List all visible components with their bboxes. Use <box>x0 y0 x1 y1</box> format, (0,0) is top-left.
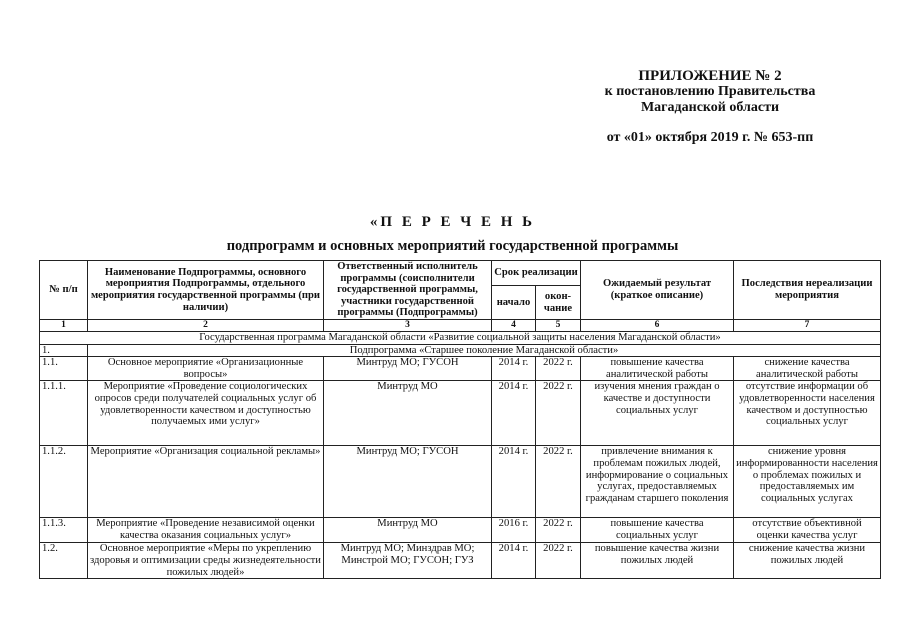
table-row <box>40 518 881 543</box>
row-start: 2014 г. <box>492 543 536 579</box>
header-consequences: Последствия нереализации мероприятия <box>734 261 881 320</box>
row-start: 2016 г. <box>492 518 536 543</box>
appendix-header <box>560 68 860 146</box>
header-name: Наименование Подпрограммы, основного мероприятия Подпрограммы, отдельного мероприятия государственной программы (при наличии) <box>88 261 324 320</box>
program-row <box>40 331 881 344</box>
row-result: повышение качества аналитической работы <box>581 357 734 381</box>
row-num: 1.1. <box>40 357 88 381</box>
row-end: 2022 г. <box>536 518 581 543</box>
table-row <box>40 381 881 446</box>
header-end: окон-чание <box>536 286 581 320</box>
row-num: 1.2. <box>40 543 88 579</box>
column-number: 4 <box>492 319 536 331</box>
row-consequences: снижение уровня информированности населения о проблемах пожилых и предоставляемых им социальных услугах <box>734 446 881 518</box>
header-start: начало <box>492 286 536 320</box>
subprogram-row <box>40 344 881 357</box>
header-term: Срок реализации <box>492 261 581 286</box>
column-number: 7 <box>734 319 881 331</box>
subprogram-num: 1. <box>40 344 88 357</box>
row-num: 1.1.2. <box>40 446 88 518</box>
row-result: повышение качества жизни пожилых людей <box>581 543 734 579</box>
column-number: 3 <box>324 319 492 331</box>
subprogram-title: Подпрограмма «Старшее поколение Магаданской области» <box>88 344 881 357</box>
program-title: Государственная программа Магаданской области «Развитие социальной защиты населения Магаданской области» <box>40 331 881 344</box>
appendix-date: от «01» октября 2019 г. № 653-пп <box>606 130 814 145</box>
header-row <box>40 261 881 286</box>
table-row <box>40 357 881 381</box>
row-name: Мероприятие «Проведение социологических опросов среди получателей социальных услуг об удовлетворенности качеством и доступностью получаемых ими услуг» <box>88 381 324 446</box>
row-num: 1.1.3. <box>40 518 88 543</box>
header-num: № п/п <box>40 261 88 320</box>
document-subtitle: подпрограмм и основных мероприятий государственной программы <box>226 238 679 254</box>
column-number-row <box>40 319 881 331</box>
table-row <box>40 543 881 579</box>
column-number: 2 <box>88 319 324 331</box>
row-end: 2022 г. <box>536 381 581 446</box>
row-consequences: отсутствие объективной оценки качества услуг <box>734 518 881 543</box>
column-number: 6 <box>581 319 734 331</box>
appendix-number: ПРИЛОЖЕНИЕ № 2 <box>638 68 782 84</box>
row-result: привлечение внимания к проблемам пожилых людей, информирование о социальных услугах, предоставляемых гражданам старшего поколения <box>581 446 734 518</box>
row-consequences: снижение качества жизни пожилых людей <box>734 543 881 579</box>
row-executor: Минтруд МО; Минздрав МО; Минстрой МО; ГУСОН; ГУЗ <box>324 543 492 579</box>
row-consequences: отсутствие информации об удовлетворенности населения качеством и доступностью социальных услуг <box>734 381 881 446</box>
row-name: Основное мероприятие «Организационные вопросы» <box>88 357 324 381</box>
row-name: Мероприятие «Организация социальной рекламы» <box>88 446 324 518</box>
row-start: 2014 г. <box>492 381 536 446</box>
row-end: 2022 г. <box>536 357 581 381</box>
row-end: 2022 г. <box>536 446 581 518</box>
header-result: Ожидаемый результат (краткое описание) <box>581 261 734 320</box>
row-executor: Минтруд МО; ГУСОН <box>324 357 492 381</box>
table-row <box>40 446 881 518</box>
row-result: изучения мнения граждан о качестве и доступности социальных услуг <box>581 381 734 446</box>
header-executor: Ответственный исполнитель программы (соисполнители государственной программы, участники государственной программы (Подпрограммы) <box>324 261 492 320</box>
row-name: Основное мероприятие «Меры по укреплению здоровья и оптимизации среды жизнедеятельности пожилых людей» <box>88 543 324 579</box>
row-end: 2022 г. <box>536 543 581 579</box>
row-num: 1.1.1. <box>40 381 88 446</box>
row-start: 2014 г. <box>492 357 536 381</box>
row-executor: Минтруд МО <box>324 381 492 446</box>
column-number: 1 <box>40 319 88 331</box>
row-result: повышение качества социальных услуг <box>581 518 734 543</box>
document-title: «П Е Р Е Ч Е Н Ь <box>369 214 536 230</box>
appendix-resolution: к постановлению Правительства <box>604 84 816 99</box>
row-executor: Минтруд МО; ГУСОН <box>324 446 492 518</box>
row-start: 2014 г. <box>492 446 536 518</box>
row-name: Мероприятие «Проведение независимой оценки качества оказания социальных услуг» <box>88 518 324 543</box>
row-consequences: снижение качества аналитической работы <box>734 357 881 381</box>
column-number: 5 <box>536 319 581 331</box>
measures-table <box>39 260 881 579</box>
row-executor: Минтруд МО <box>324 518 492 543</box>
appendix-region: Магаданской области <box>640 100 780 115</box>
